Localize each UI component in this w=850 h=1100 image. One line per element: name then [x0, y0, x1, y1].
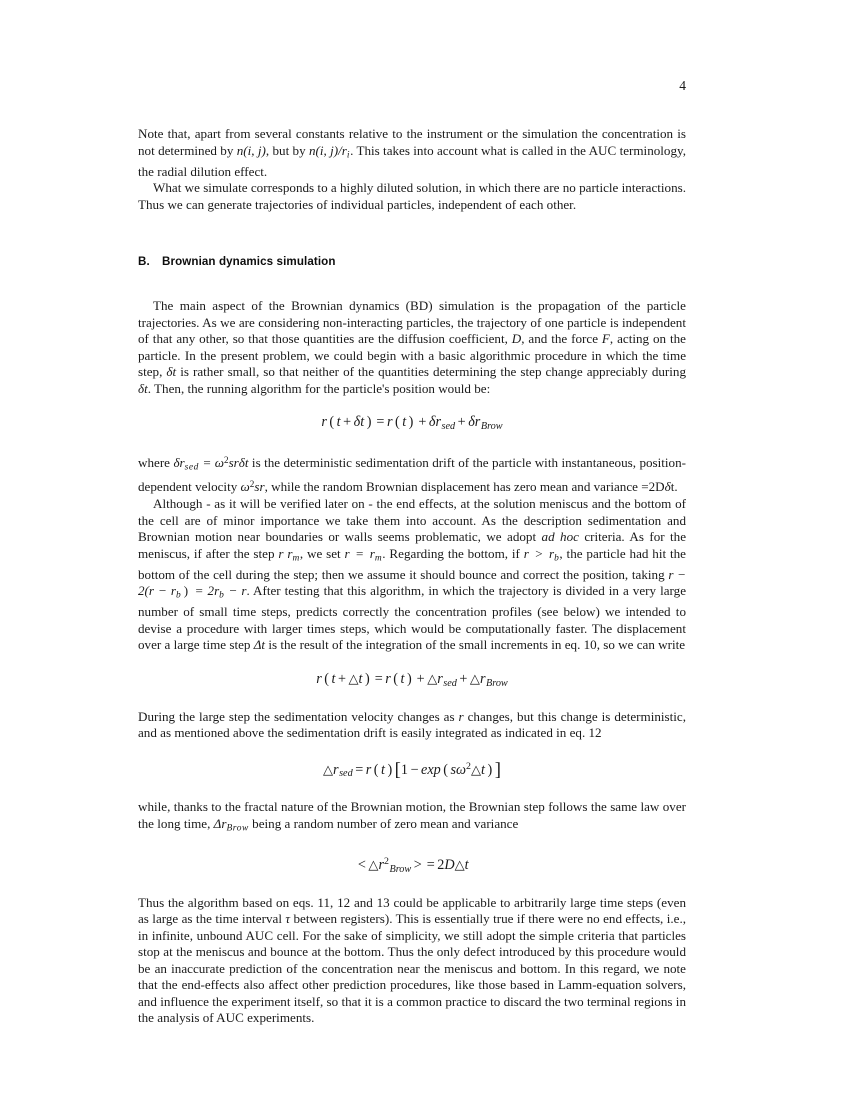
eq4-triangle: △ — [368, 856, 379, 872]
para-text: . Regarding the bottom, if — [382, 545, 524, 561]
para-text: while, thanks to the fractal nature of the Brownian motion, the Brownian step follows the same law over the long time, — [138, 799, 686, 832]
math-bounce-paren: ) — [183, 583, 189, 599]
eq2-paren-open: ( — [324, 670, 329, 687]
math-r-set: r — [344, 545, 350, 561]
spacer — [138, 742, 686, 754]
eq2-rhs-r: r — [385, 670, 391, 687]
math-delta-t-2: δt — [138, 380, 148, 396]
eq2-sub-brow: Brow — [485, 677, 508, 689]
section-heading — [138, 255, 686, 268]
math-n-i-j: n(i, j) — [236, 142, 266, 158]
eq1-paren-close: ) — [366, 414, 372, 431]
math-sup-2: 2 — [223, 455, 229, 466]
eq1-sub-brow: Brow — [480, 421, 503, 433]
eq1-delta2: δ — [468, 414, 475, 431]
para-text: is the result of the integration of the small increments in eq. 10, so we can write — [265, 637, 686, 653]
math-delta-r: δr — [173, 455, 185, 471]
spacer — [138, 837, 686, 849]
math-r-gt: r — [523, 545, 529, 561]
math-r-m: r — [287, 545, 293, 561]
eq2-triangle1: △ — [427, 670, 438, 686]
spacer — [138, 440, 686, 452]
equation-1 — [138, 409, 686, 440]
eq3-rt-r: r — [365, 761, 372, 778]
para-text: , we set — [299, 545, 345, 561]
eq4-greater-than: > — [413, 856, 422, 873]
para-text: , the particle had hit the bottom of the cell during the step; then we assume it should bounce and correct the position, taking — [138, 545, 686, 582]
eq1-plus3: + — [457, 414, 466, 431]
eq2-sub-sed: sed — [443, 677, 457, 689]
equation-4 — [138, 849, 686, 883]
eq3-rt-paren-close: ) — [387, 761, 393, 778]
math-omega-2: ω — [240, 479, 250, 495]
spacer — [138, 397, 686, 409]
para-text: Although - as it will be verified later on - the end effects, at the solution meniscus and the bottom of the cell are of minor importance we take them into account. As the description sedimentation and Brownian motion near boundaries or walls seems problematic, we adopt — [138, 496, 686, 545]
eq3-triangle2: △ — [471, 761, 482, 777]
eq4-equals: = — [426, 856, 435, 873]
math-sub-b3: b — [219, 590, 225, 601]
math-r-step: r — [278, 545, 284, 561]
para-text: where — [138, 455, 174, 471]
eq4-t: t — [464, 856, 469, 873]
eq3-equals: = — [355, 761, 364, 778]
math-gt: > — [531, 545, 547, 561]
para-text: , but by — [265, 142, 309, 158]
emphasis-ad-hoc: ad hoc — [541, 529, 579, 545]
math-sub-m2: m — [374, 553, 383, 564]
spacer — [138, 697, 686, 709]
para-text: Note that, apart from several constants relative to the instrument or the simulation the concentration is not determined by — [138, 126, 686, 158]
eq3-rt-paren-open: ( — [373, 761, 379, 778]
math-r-b: r — [549, 545, 555, 561]
eq4-r: r — [378, 856, 384, 873]
math-D: D — [511, 331, 522, 347]
eq2-rhs-paren-open: ( — [393, 670, 398, 687]
eq1-t2: t — [360, 414, 365, 431]
math-equals-omega: = ω — [199, 455, 224, 471]
eq2-t2: t — [358, 670, 363, 687]
eq1-rhs-paren-open: ( — [394, 414, 400, 431]
eq1-r: r — [321, 414, 327, 431]
eq2-r: r — [316, 670, 322, 687]
eq2-plus: + — [337, 670, 346, 687]
paragraph-bd-propagation — [138, 298, 686, 397]
math-bounce-expr2: = 2r — [190, 583, 220, 599]
para-text: , acting on the particle. In the present problem, we could begin with a basic algorithmic procedure in which the time step, — [138, 331, 686, 380]
paragraph-algorithm-applicability — [138, 895, 686, 1027]
eq3-s: s — [450, 761, 456, 778]
math-r-m2: r — [369, 545, 375, 561]
eq2-rhs-t: t — [400, 670, 405, 687]
eq3-bracket-close: ] — [494, 759, 501, 781]
math-sup-2b: 2 — [249, 479, 255, 490]
para-text: . After testing that this algorithm, in which the trajectory is divided in a very large number of small time steps, predicts correctly the concentration profiles (see below) we intended to devise a procedure with larger times steps, which would be computationally faster. The displacement over a large time step — [138, 583, 687, 653]
eq1-sub-sed: sed — [441, 421, 456, 433]
eq3-exp: exp — [421, 761, 441, 778]
spacer — [138, 213, 686, 255]
paragraph-diluted-solution: What we simulate corresponds to a highly diluted solution, in which there are no particle interactions. Thus we can generate trajectories of individual particles, independent of each other. — [138, 180, 686, 212]
spacer — [138, 787, 686, 799]
spacer — [138, 883, 686, 895]
eq1-plus2: + — [418, 414, 427, 431]
para-text: is the deterministic sedimentation drift of the particle with instantaneous, position-dependent velocity — [138, 455, 686, 495]
para-text: , and the force — [521, 331, 602, 347]
eq1-paren-open: ( — [329, 414, 335, 431]
section-title: Brownian dynamics simulation — [162, 255, 336, 269]
para-text: Thus the algorithm based on eqs. 11, 12 and 13 could be applicable to arbitrarily large time steps (even as large as the time interval — [138, 894, 686, 927]
paragraph-sed-drift — [138, 452, 686, 496]
para-text: being a random number of zero mean and variance — [248, 816, 519, 832]
eq2-paren-close: ) — [364, 670, 370, 687]
math-subscript-i: i — [346, 149, 351, 160]
text-column — [138, 126, 686, 1027]
eq3-paren-open: ( — [443, 761, 448, 778]
eq1-rhs-r: r — [386, 414, 393, 431]
math-bounce-expr2b: − r — [224, 583, 247, 599]
eq1-r1: r — [435, 414, 442, 431]
eq3-minus: − — [410, 761, 419, 778]
eq1-rhs-t: t — [402, 414, 407, 431]
para-text: , while the random Brownian displacement has zero mean and variance =2D — [264, 479, 665, 495]
page-number: 4 — [679, 78, 686, 93]
eq1-t: t — [336, 414, 341, 431]
eq2-rhs-paren-close: ) — [406, 670, 412, 687]
math-Delta-r: Δr — [213, 816, 227, 832]
spacer — [138, 268, 686, 298]
para-text: is rather small, so that neither of the quantities determining the step change appreciably during — [176, 364, 686, 380]
math-sub-sed: sed — [184, 462, 199, 473]
math-delta: δ — [664, 479, 671, 495]
math-Delta-t: Δt — [253, 637, 266, 653]
eq2-plus2: + — [416, 670, 425, 687]
eq1-delta: δ — [353, 414, 361, 431]
math-sub-b2: b — [175, 590, 182, 601]
section-label: B. — [138, 255, 150, 269]
eq3-sup-2: 2 — [466, 760, 471, 772]
eq3-triangle: △ — [323, 761, 334, 777]
eq4-triangle2: △ — [454, 856, 465, 872]
eq1-plus: + — [343, 414, 352, 431]
eq1-rhs-paren-close: ) — [408, 414, 414, 431]
math-equals: = — [352, 545, 368, 561]
eq3-bracket-open: [ — [394, 759, 401, 781]
eq4-sub-brow: Brow — [389, 863, 412, 875]
math-sr: sr — [254, 479, 265, 495]
paragraph-large-step — [138, 709, 686, 742]
para-text: The main aspect of the Brownian dynamics (BD) simulation is the propagation of the particle trajectories. As we are considering non-interacting particles, the trajectory of one particle is independent of that any other, so that those quantities are the diffusion coefficient, — [138, 298, 686, 347]
eq2-t: t — [331, 670, 336, 687]
para-text: changes, but this change is deterministic, and as mentioned above the sedimentation drift is easily integrated as indicated in eq. 12 — [138, 708, 686, 741]
spacer — [138, 654, 686, 666]
math-r-changes: r — [458, 708, 464, 724]
equation-3 — [138, 754, 686, 788]
para-text: During the large step the sedimentation velocity changes as — [138, 708, 459, 724]
para-text: t. — [670, 479, 678, 495]
math-bounce-expr1: r − 2(r − r — [138, 566, 686, 599]
math-F: F — [601, 331, 610, 347]
eq4-sup-2: 2 — [383, 856, 389, 867]
math-delta-t-1: δt — [166, 364, 177, 380]
para-text: criteria. As for the meniscus, if after the step — [138, 529, 687, 561]
eq2-triangle: △ — [348, 670, 359, 686]
math-sub-brow: Brow — [226, 823, 249, 834]
math-tau: τ — [285, 911, 291, 927]
eq2-r1: r — [437, 670, 443, 687]
para-text: . Then, the running algorithm for the particle's position would be: — [147, 380, 491, 396]
eq1-equals: = — [376, 414, 385, 431]
eq2-triangle2: △ — [469, 670, 480, 686]
equation-2 — [138, 666, 686, 697]
eq1-r2: r — [474, 414, 481, 431]
eq4-less-than: < — [357, 856, 366, 873]
eq4-D: D — [444, 856, 455, 873]
para-text: . This takes into account what is called in the AUC terminology, the radial dilution effect. — [138, 142, 686, 179]
math-sub-m: m — [292, 553, 300, 564]
paragraph-radial-dilution — [138, 126, 686, 180]
eq3-paren-close: ) — [487, 761, 493, 778]
eq2-r2: r — [479, 670, 486, 687]
paragraph-fractal-brownian — [138, 799, 686, 837]
eq3-omega: ω — [456, 761, 467, 778]
eq3-t: t — [481, 761, 485, 778]
paragraph-end-effects — [138, 496, 686, 654]
eq2-plus3: + — [459, 670, 468, 687]
eq3-one: 1 — [400, 761, 409, 778]
para-text: between registers). This is essentially true if there were no end effects, i.e., in infinite, unbound AUC cell. For the sake of simplicity, we still adopt the simple criteria that particles stop at the meniscus and bounce at the bottom. Thus the only defect introduced by this procedure would be an inaccurate prediction of the concentration near the meniscus and bottom. In this regard, we note that the end-effects also affect other prediction procedures, like those based in Lamm-equation solvers, and influence the experiment itself, so that it is a common practice to discard the two terminal regions in the analysis of AUC experiments. — [138, 911, 686, 1026]
math-n-i-j-over-r: n(i, j)/r — [308, 142, 347, 158]
math-srdt: srδt — [228, 455, 249, 471]
eq2-equals: = — [374, 670, 383, 687]
eq4-two: 2 — [437, 856, 445, 873]
math-sub-b: b — [554, 553, 560, 564]
eq3-r: r — [333, 761, 339, 778]
eq1-delta1: δ — [428, 414, 436, 431]
eq3-rt-t: t — [380, 761, 385, 778]
eq3-sub-sed: sed — [339, 768, 353, 780]
